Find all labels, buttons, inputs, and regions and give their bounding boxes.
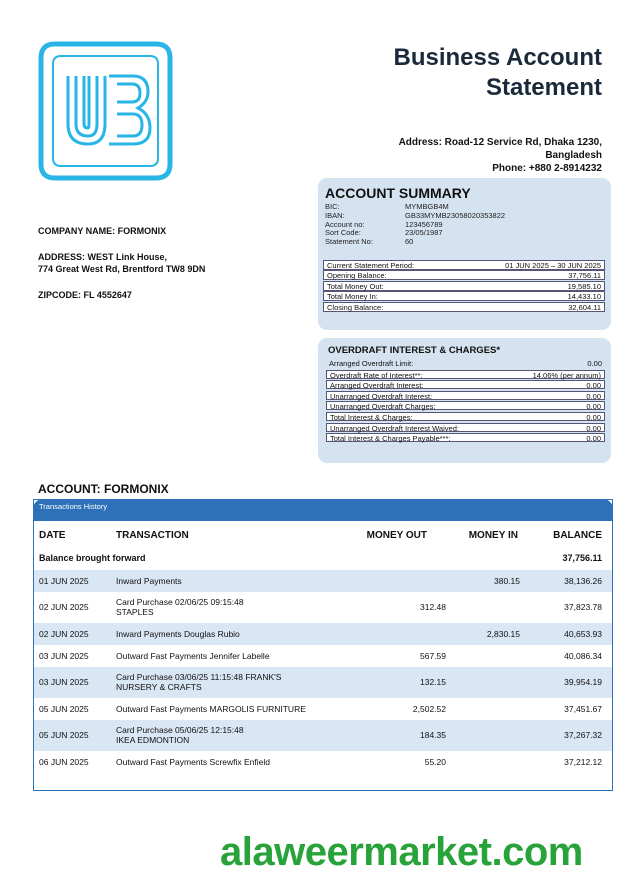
balance-brought-forward-row <box>34 548 612 570</box>
title-line-1: Business Account <box>393 44 602 71</box>
transaction-money-out: 184.35 <box>420 730 446 740</box>
overdraft-row <box>326 391 605 400</box>
overdraft-row-value: 0.00 <box>587 359 602 368</box>
account-summary-title: ACCOUNT SUMMARY <box>325 185 471 201</box>
summary-row <box>323 291 605 301</box>
company-name: COMPANY NAME: FORMONIX <box>38 226 167 236</box>
company-zipcode: ZIPCODE: FL 4552647 <box>38 290 132 300</box>
overdraft-row-label: Arranged Overdraft Interest: <box>330 381 424 391</box>
transaction-money-out: 2,502.52 <box>412 703 446 714</box>
title-line-2: Statement <box>485 74 602 101</box>
transaction-money-in: 380.15 <box>494 575 520 586</box>
transaction-date: 05 JUN 2025 <box>39 730 89 740</box>
transaction-balance: 40,086.34 <box>564 650 602 661</box>
summary-row-label: Current Statement Period: <box>327 261 415 270</box>
overdraft-row-value: 0.00 <box>586 423 601 433</box>
transaction-balance: 38,136.26 <box>564 575 602 586</box>
transaction-desc-line2: STAPLES <box>116 607 154 617</box>
header-money-in: MONEY IN <box>468 530 518 541</box>
overdraft-title: OVERDRAFT INTEREST & CHARGES* <box>328 345 501 356</box>
company-address-line-2: 774 Great West Rd, Brentford TW8 9DN <box>38 264 206 274</box>
transaction-row <box>34 645 612 667</box>
header-transaction: TRANSACTION <box>116 530 189 541</box>
summary-row-label: Opening Balance: <box>327 271 387 281</box>
overdraft-row-label: Unarranged Overdraft Interest: <box>330 391 433 401</box>
transaction-desc-line2: NURSERY & CRAFTS <box>116 682 202 692</box>
header-balance: BALANCE <box>553 530 602 541</box>
summary-row <box>323 302 605 312</box>
transaction-money-out: 312.48 <box>420 602 446 612</box>
detail-value: 60 <box>405 237 414 247</box>
transaction-row <box>34 698 612 720</box>
overdraft-row <box>326 401 605 410</box>
account-details <box>325 203 605 248</box>
overdraft-row-value: 0.00 <box>586 402 601 412</box>
detail-key: IBAN: <box>325 210 345 220</box>
summary-row-value: 01 JUN 2025 – 30 JUN 2025 <box>505 261 601 270</box>
transaction-row <box>34 751 612 773</box>
address-line-1: Address: Road-12 Service Rd, Dhaka 1230, <box>398 137 602 148</box>
transaction-balance: 39,954.19 <box>564 677 602 687</box>
transaction-date: 01 JUN 2025 <box>39 575 89 586</box>
summary-row-label: Closing Balance: <box>327 302 384 312</box>
account-label: ACCOUNT: FORMONIX <box>38 482 169 496</box>
transaction-row <box>34 720 612 751</box>
detail-key: Sort Code: <box>325 228 361 238</box>
transaction-desc: Outward Fast Payments Jennifer Labelle <box>116 650 270 661</box>
transaction-date: 05 JUN 2025 <box>39 703 89 714</box>
transaction-desc: Card Purchase 02/06/25 09:15:48 <box>116 597 244 607</box>
summary-row <box>323 270 605 280</box>
summary-row-label: Total Money In: <box>327 292 378 302</box>
overdraft-row <box>326 433 605 442</box>
summary-rows <box>323 260 605 322</box>
transaction-date: 03 JUN 2025 <box>39 650 89 661</box>
transaction-desc-line2: IKEA EDMONTION <box>116 735 190 745</box>
transaction-money-out: 132.15 <box>420 677 446 687</box>
header-date: DATE <box>39 530 66 541</box>
detail-value: MYMBGB4M <box>405 202 449 211</box>
overdraft-row-value: 0.00 <box>586 391 601 401</box>
transaction-row <box>34 623 612 645</box>
summary-row-label: Total Money Out: <box>327 281 384 291</box>
overdraft-row <box>326 359 605 368</box>
header-money-out: MONEY OUT <box>366 530 427 541</box>
summary-row-value: 37,756.11 <box>568 271 601 281</box>
company-address-line-1: ADDRESS: WEST Link House, <box>38 252 168 262</box>
phone: Phone: +880 2-8914232 <box>492 163 602 174</box>
detail-key: Statement No: <box>325 237 373 247</box>
overdraft-row-label: Total Interest & Charges Payable***: <box>330 434 451 444</box>
transaction-money-in: 2,830.15 <box>486 628 520 639</box>
detail-value: 23/05/1987 <box>405 228 443 238</box>
transaction-money-out: 55.20 <box>424 756 446 767</box>
overdraft-row-label: Unarranged Overdraft Interest Waived: <box>330 423 459 433</box>
detail-key: BIC: <box>325 202 340 211</box>
summary-row-value: 14,433.10 <box>567 292 601 302</box>
summary-row <box>323 260 605 270</box>
overdraft-row-value: 0.00 <box>586 434 601 444</box>
detail-value: 123456789 <box>405 219 443 229</box>
overdraft-panel <box>318 338 611 463</box>
transaction-balance: 37,212.12 <box>564 756 602 767</box>
detail-key: Account no: <box>325 219 365 229</box>
overdraft-rows <box>326 359 605 459</box>
transactions-history-label: Transactions History <box>39 502 108 511</box>
transaction-row <box>34 667 612 698</box>
account-summary-panel <box>318 178 611 330</box>
transaction-date: 02 JUN 2025 <box>39 628 89 639</box>
overdraft-row <box>326 423 605 432</box>
transaction-desc: Inward Payments <box>116 575 182 586</box>
transaction-row <box>34 570 612 592</box>
transaction-date: 03 JUN 2025 <box>39 677 89 687</box>
transaction-desc: Card Purchase 05/06/25 12:15:48 <box>116 725 244 735</box>
transactions-history-bar <box>33 499 613 521</box>
transaction-date: 06 JUN 2025 <box>39 756 89 767</box>
bank-logo <box>33 36 178 186</box>
transaction-desc: Outward Fast Payments Screwfix Enfield <box>116 756 271 767</box>
overdraft-row <box>326 380 605 389</box>
transaction-desc: Outward Fast Payments MARGOLIS FURNITURE <box>116 703 306 714</box>
detail-value: GB33MYMB23058020353822 <box>405 210 506 220</box>
watermark: alaweermarket.com <box>220 830 583 874</box>
transaction-desc: Inward Payments Douglas Rubio <box>116 628 240 639</box>
transaction-desc: Card Purchase 03/06/25 11:15:48 FRANK'S <box>116 672 282 682</box>
transaction-money-out: 567.59 <box>420 650 446 661</box>
overdraft-row-label: Unarranged Overdraft Charges: <box>330 402 436 412</box>
transaction-balance: 40,653.93 <box>564 628 602 639</box>
brought-forward-balance: 37,756.11 <box>562 553 602 563</box>
overdraft-row-value: 0.00 <box>586 381 601 391</box>
overdraft-row <box>326 370 605 379</box>
summary-row <box>323 281 605 291</box>
overdraft-row-value: 14.06% (per annum) <box>532 370 601 380</box>
overdraft-row-label: Total Interest & Charges: <box>330 413 413 422</box>
bank-address <box>399 136 602 175</box>
summary-row-value: 32,604.11 <box>568 302 601 312</box>
address-line-2: Bangladesh <box>545 150 602 161</box>
transaction-row <box>34 592 612 623</box>
transaction-balance: 37,451.67 <box>564 703 602 714</box>
transaction-date: 02 JUN 2025 <box>39 602 89 612</box>
overdraft-row-label: Arranged Overdraft Limit: <box>329 359 414 368</box>
statement-title <box>394 43 603 103</box>
overdraft-row-value: 0.00 <box>586 413 601 422</box>
overdraft-row <box>326 412 605 421</box>
summary-row-value: 19,585.10 <box>567 281 601 291</box>
brought-forward-label: Balance brought forward <box>39 553 146 563</box>
overdraft-row-label: Overdraft Rate of Interest**: <box>330 370 423 380</box>
transaction-balance: 37,823.78 <box>564 602 602 612</box>
transaction-balance: 37,267.32 <box>564 730 602 740</box>
